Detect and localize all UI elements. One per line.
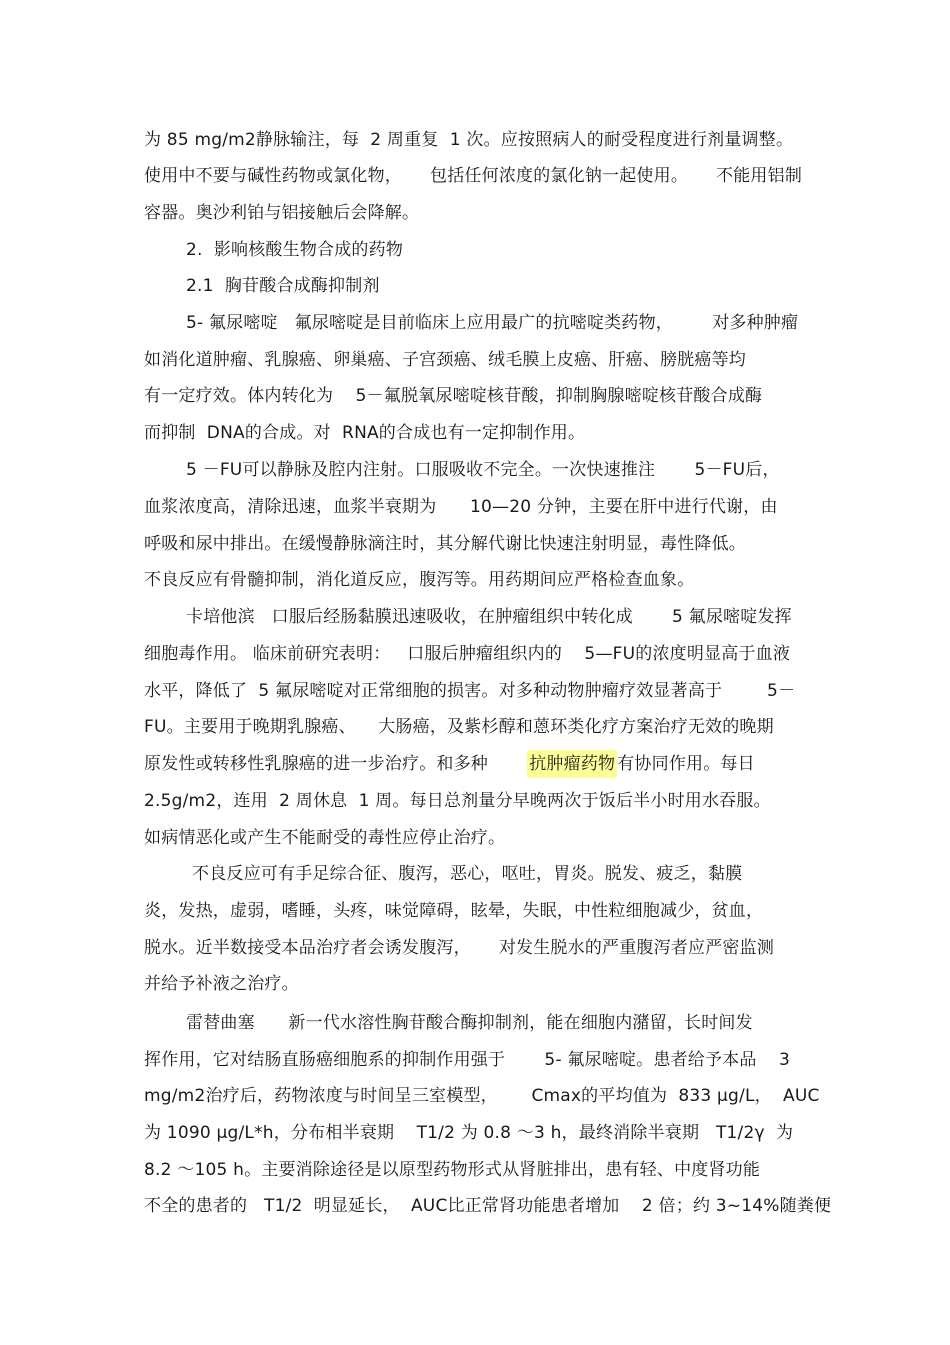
text-line: FU。主要用于晚期乳腺癌、 大肠癌，及紫杉醇和蒽环类化疗方案治疗无效的晚期 [144, 717, 774, 737]
text-line: 雷替曲塞 新一代水溶性胸苷酸合酶抑制剂，能在细胞内潴留，长时间发 [186, 1013, 753, 1033]
text-line: 2.5g/m2，连用 2 周休息 1 周。每日总剂量分早晚两次于饭后半小时用水吞服。 [144, 791, 771, 811]
text-line: 8.2 ～105 h。主要消除途径是以原型药物形式从肾脏排出，患有轻、中度肾功能 [144, 1160, 761, 1180]
text-line: 水平，降低了 5 氟尿嘧啶对正常细胞的损害。对多种动物肿瘤疗效显著高于 5－ [144, 681, 796, 701]
text-line: 不全的患者的 T1/2 明显延长， AUC比正常肾功能患者增加 2 倍；约 3~14%随粪便 [144, 1196, 832, 1216]
text-line: 5- 氟尿嘧啶 氟尿嘧啶是目前临床上应用最广的抗嘧啶类药物， 对多种肿瘤 [186, 313, 799, 333]
section-heading: 2. 影响核酸生物合成的药物 [186, 240, 404, 260]
text-line: 使用中不要与碱性药物或氯化物， 包括任何浓度的氯化钠一起使用。 不能用铝制 [144, 166, 803, 186]
text-line: 不良反应有骨髓抑制，消化道反应，腹泻等。用药期间应严格检查血象。 [144, 570, 695, 590]
text-line: 而抑制 DNA的合成。对 RNA的合成也有一定抑制作用。 [144, 423, 586, 443]
text-line: 炎，发热，虚弱，嗜睡，头疼，味觉障碍，眩晕，失眠，中性粒细胞减少，贫血， [144, 901, 764, 921]
subsection-heading: 2.1 胸苷酸合成酶抑制剂 [186, 276, 380, 296]
text-line: 为 85 mg/m2静脉输注，每 2 周重复 1 次。应按照病人的耐受程度进行剂量调整。 [144, 130, 794, 150]
text-segment: 原发性或转移性乳腺癌的进一步治疗。和多种 [144, 754, 488, 774]
text-line: 如病情恶化或产生不能耐受的毒性应停止治疗。 [144, 828, 506, 848]
text-line: 呼吸和尿中排出。在缓慢静脉滴注时，其分解代谢比快速注射明显，毒性降低。 [144, 534, 746, 554]
text-line: 5 －FU可以静脉及腔内注射。口服吸收不完全。一次快速推注 5－FU后， [186, 460, 780, 480]
text-line: 挥作用，它对结肠直肠癌细胞系的抑制作用强于 5- 氟尿嘧啶。患者给予本品 3 [144, 1050, 791, 1070]
text-line: 如消化道肿瘤、乳腺癌、卵巢癌、子宫颈癌、绒毛膜上皮癌、肝癌、膀胱癌等均 [144, 350, 746, 370]
text-line: 并给予补液之治疗。 [144, 974, 299, 994]
text-line: 容器。奥沙利铂与铝接触后会降解。 [144, 203, 420, 223]
highlighted-text: 抗肿瘤药物 [527, 750, 617, 778]
text-line: mg/m2治疗后，药物浓度与时间呈三室模型， Cmax的平均值为 833 μg/L， AUC [144, 1086, 820, 1106]
text-line: 血浆浓度高，清除迅速，血浆半衰期为 10—20 分钟，主要在肝中进行代谢，由 [144, 497, 778, 517]
text-line: 脱水。近半数接受本品治疗者会诱发腹泻， 对发生脱水的严重腹泻者应严密监测 [144, 938, 775, 958]
text-line [144, 749, 755, 779]
text-line: 不良反应可有手足综合征、腹泻，恶心，呕吐，胃炎。脱发、疲乏，黏膜 [192, 864, 743, 884]
text-line: 卡培他滨 口服后经肠黏膜迅速吸收，在肿瘤组织中转化成 5 氟尿嘧啶发挥 [186, 607, 792, 627]
text-line: 有一定疗效。体内转化为 5－氟脱氧尿嘧啶核苷酸，抑制胸腺嘧啶核苷酸合成酶 [144, 386, 763, 406]
text-line: 细胞毒作用。 临床前研究表明： 口服后肿瘤组织内的 5—FU的浓度明显高于血液 [144, 644, 791, 664]
text-segment: 有协同作用。每日 [617, 754, 755, 774]
text-line: 为 1090 μg/L*h，分布相半衰期 T1/2 为 0.8 ～3 h，最终消除半衰期 T1/2γ 为 [144, 1123, 794, 1143]
